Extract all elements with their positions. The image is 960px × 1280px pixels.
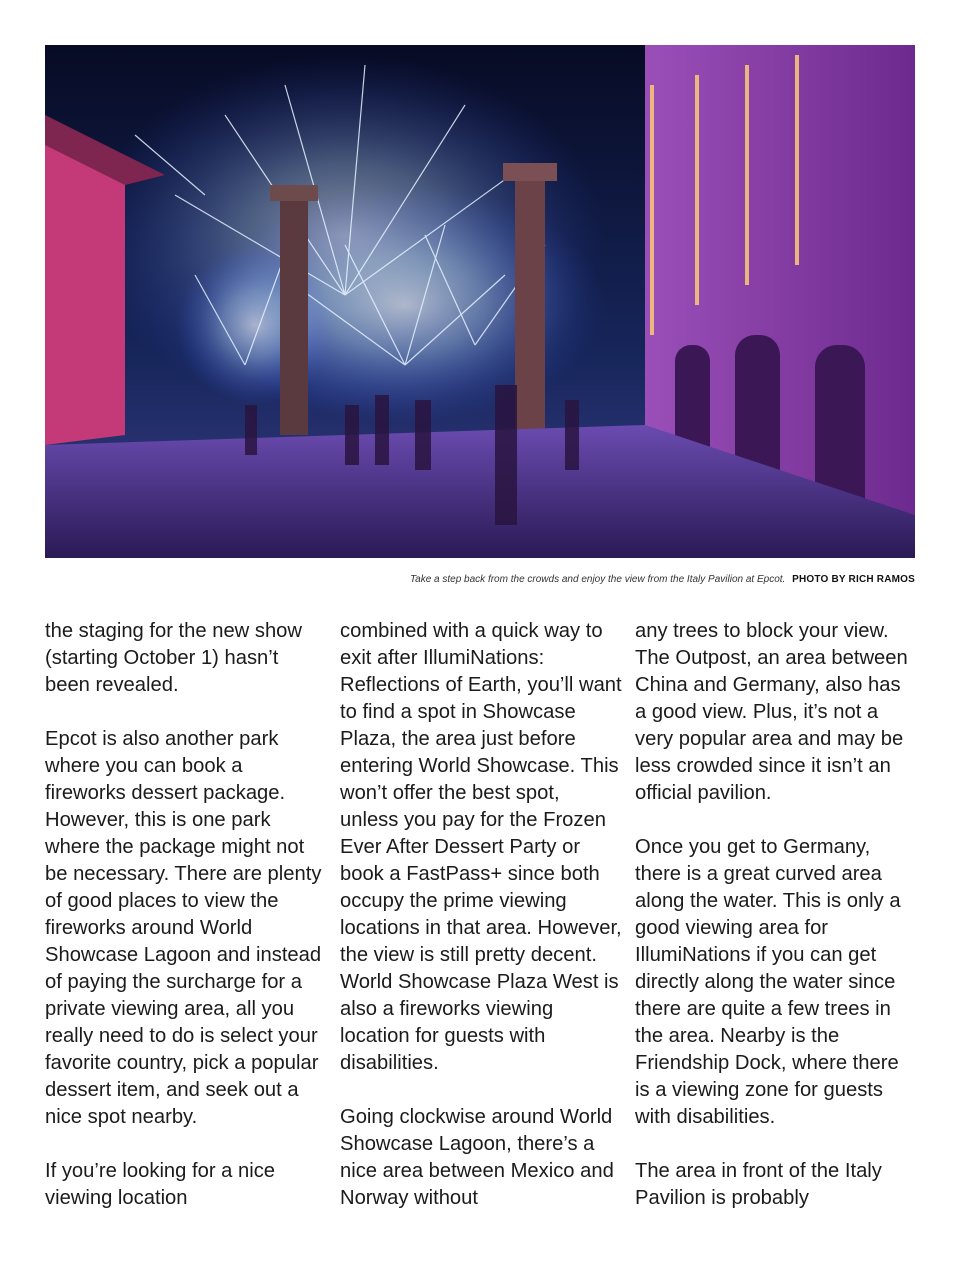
fireworks-photo [45,45,915,558]
photo-caption [45,573,915,587]
paragraph: the staging for the new show (starting October 1) hasn’t been revealed. [45,620,302,696]
article-column-3 [635,618,917,1239]
caption-text: Take a step back from the crowds and enjoy the view from the Italy Pavilion at Epcot. [409,574,786,585]
paragraph: Epcot is also another park where you can book a fireworks dessert package. However, this is one park where the package might not be necessary. There are plenty of good places to view the fireworks around World Showcase Lagoon and instead of paying the surcharge for a private viewing area, all you really need to do is select your favorite country, pick a popular dessert item, and seek out a nice spot nearby. [45,728,322,1128]
paragraph: Going clockwise around World Showcase Lagoon, there’s a nice area between Mexico and Norway without [340,1106,614,1209]
paragraph: Once you get to Germany, there is a great curved area along the water. This is only a good viewing area for IllumiNations if you can get directly along the water since there are quite a few trees in the area. Nearby is the Friendship Dock, where there is a viewing zone for guests with disabilities. [635,836,901,1128]
article-column-2 [340,618,622,1239]
article-column-1 [45,618,327,1239]
photo-credit: PHOTO BY RICH RAMOS [792,574,915,585]
paragraph: If you’re looking for a nice viewing location [45,1160,276,1209]
paragraph: The area in front of the Italy Pavilion is probably [635,1160,882,1209]
photo-illustration [45,45,915,558]
paragraph: any trees to block your view. The Outpost, an area between China and Germany, also has a good view. Plus, it’s not a very popular area and may be less crowded since it isn’t an official pavilion. [635,620,908,804]
paragraph: combined with a quick way to exit after IllumiNations: Reflections of Earth, you’ll want to find a spot in Showcase Plaza, the area just before entering World Showcase. This won’t offer the best spot, unless you pay for the Frozen Ever After Dessert Party or book a FastPass+ since both occupy the prime viewing locations in that area. However, the view is still pretty decent. World Showcase Plaza West is also a fireworks viewing location for guests with disabilities. [340,620,622,1074]
